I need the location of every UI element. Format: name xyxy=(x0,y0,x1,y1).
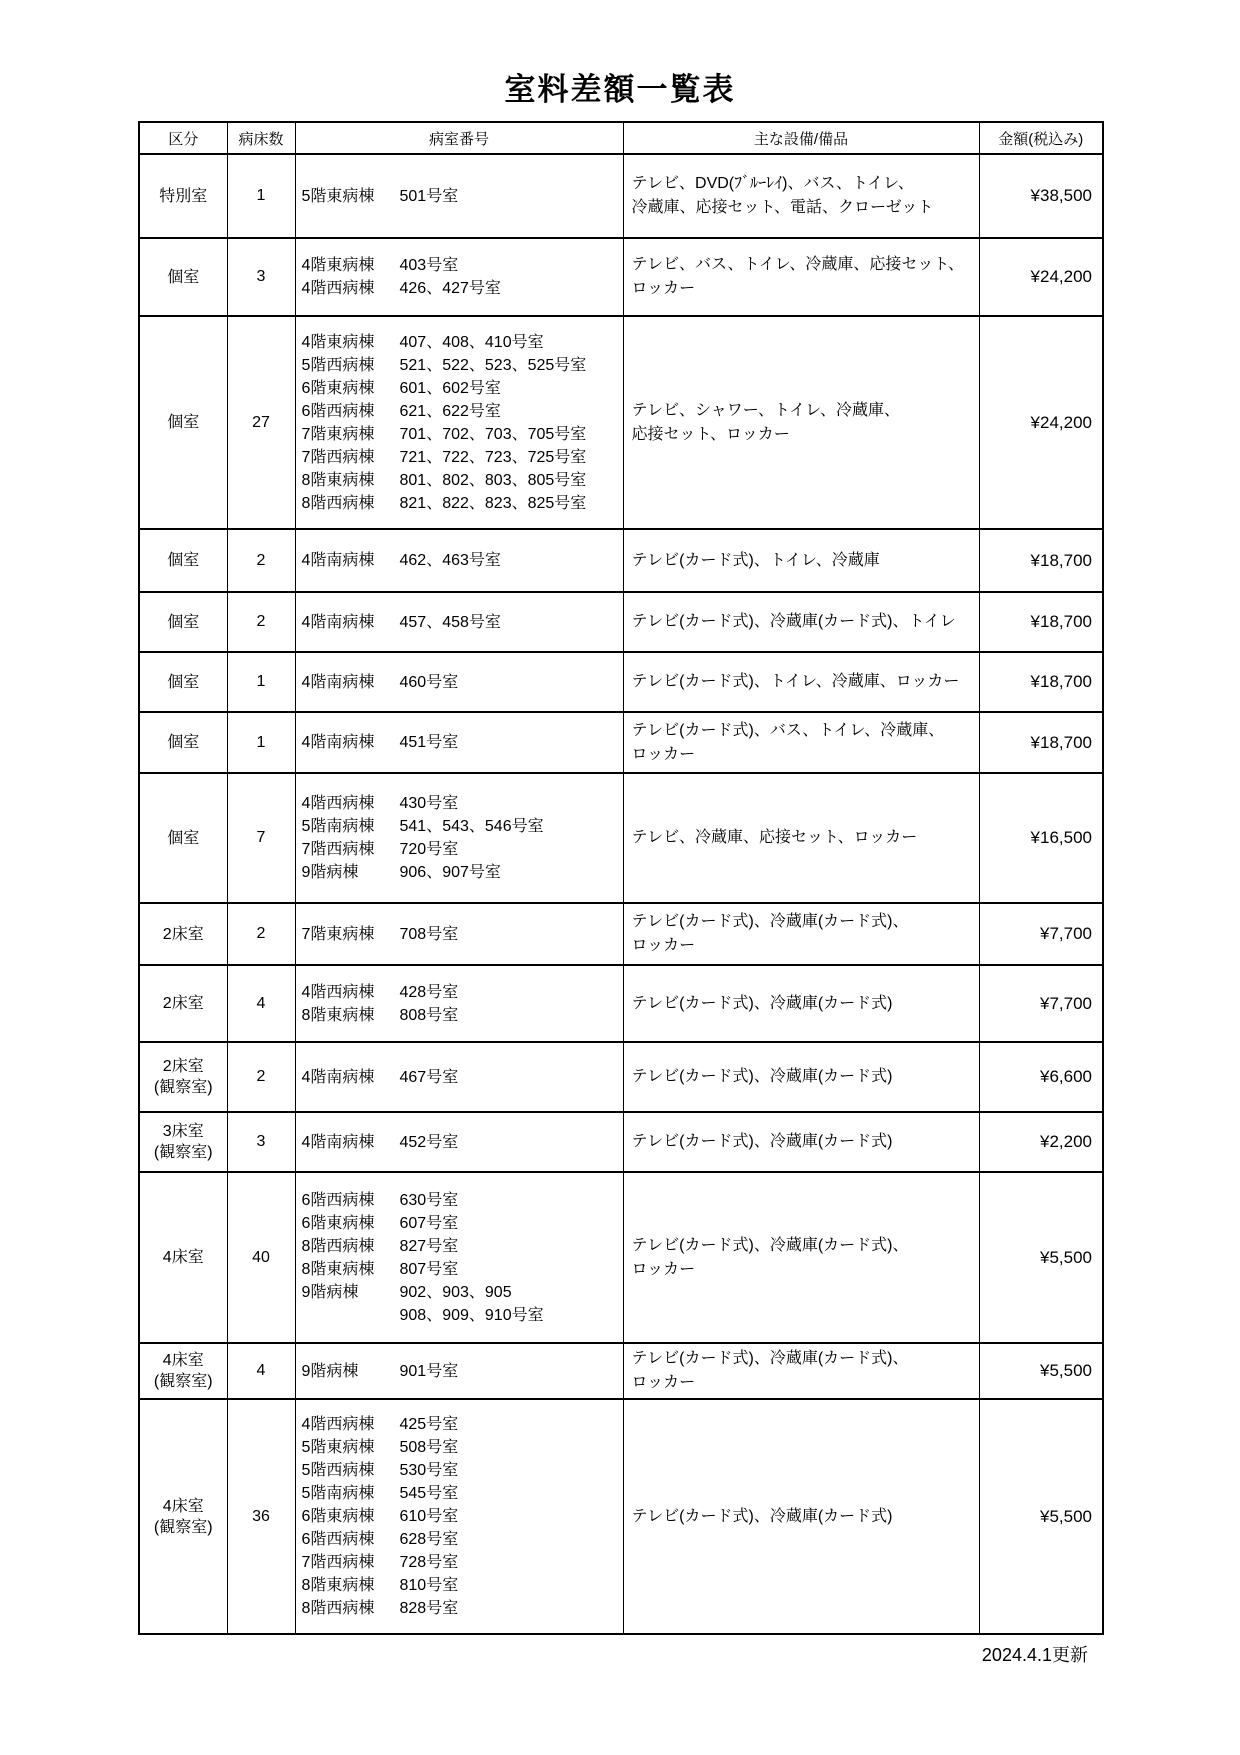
ward-name: 8階東病棟 xyxy=(301,471,375,489)
equipment-line: テレビ、DVD(ﾌﾞﾙｰﾚｲ)、バス、トイレ、 xyxy=(631,175,914,192)
price-cell: ¥38,500 xyxy=(979,154,1103,238)
equipment-line: テレビ(カード式)、冷蔵庫(カード式) xyxy=(631,994,893,1012)
equipment-cell xyxy=(623,652,979,712)
bed-count-cell: 3 xyxy=(227,238,295,316)
column-header: 区分 xyxy=(139,122,227,154)
ward-name: 8階東病棟 xyxy=(301,1006,375,1024)
category-line: 個室 xyxy=(167,552,200,569)
category-cell xyxy=(139,592,227,652)
room-numbers: 720号室 xyxy=(399,841,459,858)
ward-name: 4階南病棟 xyxy=(301,734,375,751)
room-line xyxy=(302,492,619,515)
price-cell: ¥18,700 xyxy=(979,712,1103,773)
room-line xyxy=(302,1459,619,1482)
ward-name xyxy=(302,1304,400,1327)
room-line xyxy=(302,838,619,861)
equipment-cell xyxy=(623,712,979,773)
room-line xyxy=(302,423,619,446)
category-cell xyxy=(139,529,227,592)
room-numbers-cell xyxy=(295,154,623,238)
table-row xyxy=(139,529,1103,592)
room-numbers: 821、822、823、825号室 xyxy=(399,494,587,512)
category-line: (観察室) xyxy=(153,1079,213,1096)
bed-count-cell: 4 xyxy=(227,965,295,1042)
equipment-cell xyxy=(623,529,979,592)
ward-name: 7階西病棟 xyxy=(301,448,375,466)
ward-name: 4階西病棟 xyxy=(301,983,375,1001)
room-numbers: 545号室 xyxy=(399,1485,459,1502)
room-line xyxy=(302,611,619,634)
equipment-line: テレビ(カード式)、冷蔵庫(カード式)、 xyxy=(631,913,909,930)
ward-name: 4階西病棟 xyxy=(301,1416,375,1433)
category-line: 個室 xyxy=(167,673,200,691)
ward-name: 5階東病棟 xyxy=(301,187,375,205)
equipment-line: テレビ(カード式)、冷蔵庫(カード式) xyxy=(631,1133,893,1150)
room-fee-table xyxy=(138,121,1104,1635)
ward-name: 4階南病棟 xyxy=(301,673,375,691)
category-line: 2床室 xyxy=(162,925,204,943)
category-cell xyxy=(139,965,227,1042)
room-numbers: 807号室 xyxy=(399,1260,459,1278)
ward-name: 7階東病棟 xyxy=(301,425,375,443)
category-cell xyxy=(139,154,227,238)
room-line xyxy=(302,792,619,815)
room-numbers: 508号室 xyxy=(399,1439,459,1456)
room-numbers: 708号室 xyxy=(399,925,459,943)
room-numbers: 541、543、546号室 xyxy=(399,818,544,835)
room-line xyxy=(302,1189,619,1212)
room-numbers-cell xyxy=(295,1172,623,1343)
category-cell xyxy=(139,316,227,529)
ward-name: 6階西病棟 xyxy=(301,402,375,420)
column-header: 病室番号 xyxy=(295,122,623,154)
ward-name: 9階病棟 xyxy=(301,1283,359,1301)
equipment-cell xyxy=(623,154,979,238)
ward-name: 4階南病棟 xyxy=(301,1133,375,1151)
room-line xyxy=(302,549,619,572)
room-line xyxy=(302,923,619,946)
table-header-row xyxy=(139,122,1103,154)
room-numbers: 728号室 xyxy=(399,1554,459,1571)
ward-name: 6階東病棟 xyxy=(301,1508,375,1525)
table-row xyxy=(139,154,1103,238)
category-line: 4床室 xyxy=(162,1352,204,1369)
price-cell: ¥6,600 xyxy=(979,1042,1103,1112)
room-line xyxy=(302,981,619,1004)
room-line xyxy=(302,1131,619,1154)
equipment-line: テレビ(カード式)、トイレ、冷蔵庫、ロッカー xyxy=(631,673,960,690)
room-line xyxy=(302,446,619,469)
ward-name: 8階東病棟 xyxy=(301,1577,375,1594)
table-row xyxy=(139,1172,1103,1343)
room-line xyxy=(302,1235,619,1258)
price-cell: ¥18,700 xyxy=(979,652,1103,712)
room-numbers: 451号室 xyxy=(399,734,459,751)
room-line xyxy=(302,1528,619,1551)
ward-name: 4階東病棟 xyxy=(301,257,375,274)
room-numbers: 610号室 xyxy=(399,1508,459,1525)
ward-name: 8階東病棟 xyxy=(301,1260,375,1278)
price-cell: ¥7,700 xyxy=(979,965,1103,1042)
ward-name: 5階西病棟 xyxy=(301,1462,375,1479)
category-cell xyxy=(139,903,227,965)
category-cell xyxy=(139,773,227,903)
room-line xyxy=(302,1574,619,1597)
price-cell: ¥2,200 xyxy=(979,1112,1103,1172)
room-numbers-cell xyxy=(295,652,623,712)
bed-count-cell: 1 xyxy=(227,154,295,238)
category-line: 個室 xyxy=(167,613,200,631)
page-title: 室料差額一覧表 xyxy=(504,72,736,107)
category-line: 個室 xyxy=(167,268,200,286)
room-line xyxy=(302,1482,619,1505)
equipment-cell xyxy=(623,965,979,1042)
category-line: 個室 xyxy=(167,414,200,431)
ward-name: 4階西病棟 xyxy=(301,795,375,812)
table-row xyxy=(139,238,1103,316)
room-numbers: 407、408、410号室 xyxy=(399,333,544,351)
ward-name: 4階東病棟 xyxy=(301,333,375,351)
category-cell xyxy=(139,1399,227,1634)
bed-count-cell: 36 xyxy=(227,1399,295,1634)
room-line xyxy=(302,354,619,377)
ward-name: 6階東病棟 xyxy=(301,1214,375,1232)
room-numbers-cell xyxy=(295,965,623,1042)
price-cell: ¥5,500 xyxy=(979,1343,1103,1399)
category-cell xyxy=(139,712,227,773)
category-line: (観察室) xyxy=(153,1373,213,1390)
equipment-cell xyxy=(623,773,979,903)
room-line xyxy=(302,1413,619,1436)
bed-count-cell: 40 xyxy=(227,1172,295,1343)
equipment-line: 応接セット、ロッカー xyxy=(631,425,790,443)
room-numbers: 467号室 xyxy=(399,1068,459,1086)
ward-name: 7階東病棟 xyxy=(301,925,375,943)
category-line: (観察室) xyxy=(153,1144,213,1161)
table-row xyxy=(139,903,1103,965)
equipment-cell xyxy=(623,1112,979,1172)
equipment-line: テレビ(カード式)、冷蔵庫(カード式) xyxy=(631,1068,893,1085)
room-numbers-cell xyxy=(295,1112,623,1172)
bed-count-cell: 27 xyxy=(227,316,295,529)
price-cell: ¥24,200 xyxy=(979,316,1103,529)
ward-name: 8階西病棟 xyxy=(301,1237,375,1255)
room-line xyxy=(302,1281,619,1304)
room-numbers: 428号室 xyxy=(399,983,459,1001)
room-numbers: 721、722、723、725号室 xyxy=(399,448,587,466)
category-cell xyxy=(139,652,227,712)
ward-name: 4階南病棟 xyxy=(301,613,375,631)
room-numbers: 628号室 xyxy=(399,1531,459,1548)
equipment-cell xyxy=(623,592,979,652)
table-row xyxy=(139,592,1103,652)
category-cell xyxy=(139,1343,227,1399)
room-line xyxy=(302,331,619,354)
room-numbers-cell xyxy=(295,592,623,652)
column-header: 病床数 xyxy=(227,122,295,154)
equipment-line: テレビ(カード式)、冷蔵庫(カード式)、トイレ xyxy=(631,613,956,630)
table-row xyxy=(139,1042,1103,1112)
room-numbers: 902、903、905 xyxy=(399,1283,512,1301)
category-cell xyxy=(139,238,227,316)
room-line xyxy=(302,1258,619,1281)
room-numbers-cell xyxy=(295,238,623,316)
room-numbers: 601、602号室 xyxy=(399,379,501,397)
ward-name: 6階東病棟 xyxy=(301,379,375,397)
room-line xyxy=(302,1304,619,1327)
room-numbers: 828号室 xyxy=(399,1600,459,1617)
equipment-line: テレビ(カード式)、冷蔵庫(カード式)、 xyxy=(631,1350,909,1367)
equipment-line: テレビ、バス、トイレ、冷蔵庫、応接セット、 xyxy=(631,256,964,273)
bed-count-cell: 7 xyxy=(227,773,295,903)
room-line xyxy=(302,1505,619,1528)
room-numbers-cell xyxy=(295,1399,623,1634)
room-line xyxy=(302,469,619,492)
price-cell: ¥18,700 xyxy=(979,529,1103,592)
equipment-line: ロッカー xyxy=(631,1260,696,1278)
ward-name: 7階西病棟 xyxy=(301,1554,375,1571)
equipment-line: 冷蔵庫、応接セット、電話、クローゼット xyxy=(631,199,934,216)
room-numbers-cell xyxy=(295,529,623,592)
room-line xyxy=(302,1436,619,1459)
bed-count-cell: 2 xyxy=(227,903,295,965)
equipment-cell xyxy=(623,1172,979,1343)
equipment-line: テレビ、冷蔵庫、応接セット、ロッカー xyxy=(631,829,918,846)
equipment-line: ロッカー xyxy=(631,745,696,763)
room-numbers-cell xyxy=(295,1343,623,1399)
table-row xyxy=(139,1399,1103,1634)
ward-name: 5階東病棟 xyxy=(301,1439,375,1456)
price-cell: ¥5,500 xyxy=(979,1172,1103,1343)
bed-count-cell: 2 xyxy=(227,592,295,652)
equipment-cell xyxy=(623,1399,979,1634)
room-line xyxy=(302,400,619,423)
room-line xyxy=(302,1212,619,1235)
ward-name: 5階南病棟 xyxy=(301,1485,375,1502)
room-numbers: 701、702、703、705号室 xyxy=(399,425,587,443)
room-numbers: 460号室 xyxy=(399,673,459,691)
room-numbers: 452号室 xyxy=(399,1133,459,1151)
room-line xyxy=(302,277,619,300)
table-row xyxy=(139,773,1103,903)
price-cell: ¥5,500 xyxy=(979,1399,1103,1634)
bed-count-cell: 3 xyxy=(227,1112,295,1172)
room-numbers: 906、907号室 xyxy=(399,864,501,881)
room-line xyxy=(302,1597,619,1620)
room-numbers: 426、427号室 xyxy=(399,280,501,297)
ward-name: 8階西病棟 xyxy=(301,494,375,512)
room-numbers-cell xyxy=(295,1042,623,1112)
ward-name: 5階南病棟 xyxy=(301,818,375,835)
room-numbers: 827号室 xyxy=(399,1237,459,1255)
equipment-cell xyxy=(623,238,979,316)
room-numbers: 403号室 xyxy=(399,257,459,274)
room-line xyxy=(302,185,619,208)
room-numbers: 430号室 xyxy=(399,795,459,812)
table-row xyxy=(139,965,1103,1042)
room-numbers: 425号室 xyxy=(399,1416,459,1433)
room-numbers: 521、522、523、525号室 xyxy=(399,356,587,374)
category-line: 個室 xyxy=(167,829,200,847)
room-numbers: 501号室 xyxy=(399,187,459,205)
equipment-line: テレビ(カード式)、冷蔵庫(カード式) xyxy=(631,1507,893,1525)
room-numbers: 808号室 xyxy=(399,1006,459,1024)
room-numbers: 630号室 xyxy=(399,1191,459,1209)
category-cell xyxy=(139,1042,227,1112)
bed-count-cell: 2 xyxy=(227,1042,295,1112)
equipment-cell xyxy=(623,1343,979,1399)
equipment-line: テレビ(カード式)、冷蔵庫(カード式)、 xyxy=(631,1236,909,1254)
equipment-line: ロッカー xyxy=(631,280,696,297)
category-line: 2床室 xyxy=(162,1058,204,1075)
column-header: 主な設備/備品 xyxy=(623,122,979,154)
ward-name: 4階南病棟 xyxy=(301,1068,375,1086)
ward-name: 4階西病棟 xyxy=(301,280,375,297)
category-line: 3床室 xyxy=(162,1123,204,1140)
room-numbers: 801、802、803、805号室 xyxy=(399,471,587,489)
bed-count-cell: 4 xyxy=(227,1343,295,1399)
equipment-line: テレビ(カード式)、バス、トイレ、冷蔵庫、 xyxy=(631,721,945,739)
room-numbers: 607号室 xyxy=(399,1214,459,1232)
ward-name: 6階西病棟 xyxy=(301,1191,375,1209)
price-cell: ¥7,700 xyxy=(979,903,1103,965)
price-cell: ¥24,200 xyxy=(979,238,1103,316)
ward-name: 5階西病棟 xyxy=(301,356,375,374)
column-header: 金額(税込み) xyxy=(979,122,1103,154)
equipment-line: ロッカー xyxy=(631,937,696,954)
room-line xyxy=(302,254,619,277)
table-row xyxy=(139,316,1103,529)
equipment-cell xyxy=(623,1042,979,1112)
table-row xyxy=(139,652,1103,712)
table-row xyxy=(139,1343,1103,1399)
room-line xyxy=(302,861,619,884)
equipment-cell xyxy=(623,903,979,965)
table-row xyxy=(139,1112,1103,1172)
table-row xyxy=(139,712,1103,773)
room-numbers: 908、909、910号室 xyxy=(399,1306,544,1324)
equipment-line: ロッカー xyxy=(631,1374,696,1391)
price-cell: ¥16,500 xyxy=(979,773,1103,903)
ward-name: 9階病棟 xyxy=(301,864,359,881)
room-numbers-cell xyxy=(295,316,623,529)
ward-name: 4階南病棟 xyxy=(301,552,375,569)
room-line xyxy=(302,1551,619,1574)
equipment-cell xyxy=(623,316,979,529)
room-numbers: 530号室 xyxy=(399,1462,459,1479)
room-line xyxy=(302,377,619,400)
bed-count-cell: 2 xyxy=(227,529,295,592)
room-numbers: 462、463号室 xyxy=(399,552,501,569)
category-cell xyxy=(139,1172,227,1343)
room-numbers: 457、458号室 xyxy=(399,613,501,631)
ward-name: 7階西病棟 xyxy=(301,841,375,858)
equipment-line: テレビ、シャワー、トイレ、冷蔵庫、 xyxy=(631,401,900,419)
equipment-line: テレビ(カード式)、トイレ、冷蔵庫 xyxy=(631,551,880,569)
category-line: 4床室 xyxy=(162,1497,204,1515)
room-numbers: 621、622号室 xyxy=(399,402,501,420)
category-line: 個室 xyxy=(167,734,200,751)
category-line: (観察室) xyxy=(153,1518,213,1536)
room-numbers: 810号室 xyxy=(399,1577,459,1594)
room-line xyxy=(302,1004,619,1027)
category-line: 特別室 xyxy=(159,187,208,205)
ward-name: 6階西病棟 xyxy=(301,1531,375,1548)
room-numbers-cell xyxy=(295,712,623,773)
room-line xyxy=(302,731,619,754)
room-line xyxy=(302,1360,619,1383)
bed-count-cell: 1 xyxy=(227,652,295,712)
room-line xyxy=(302,671,619,694)
category-line: 4床室 xyxy=(162,1249,204,1266)
price-cell: ¥18,700 xyxy=(979,592,1103,652)
category-line: 2床室 xyxy=(162,995,204,1012)
room-line xyxy=(302,815,619,838)
room-numbers-cell xyxy=(295,903,623,965)
category-cell xyxy=(139,1112,227,1172)
bed-count-cell: 1 xyxy=(227,712,295,773)
ward-name: 9階病棟 xyxy=(301,1362,359,1380)
update-date: 2024.4.1更新 xyxy=(981,1645,1088,1665)
room-numbers: 901号室 xyxy=(399,1362,459,1380)
ward-name: 8階西病棟 xyxy=(301,1600,375,1617)
room-line xyxy=(302,1066,619,1089)
room-numbers-cell xyxy=(295,773,623,903)
